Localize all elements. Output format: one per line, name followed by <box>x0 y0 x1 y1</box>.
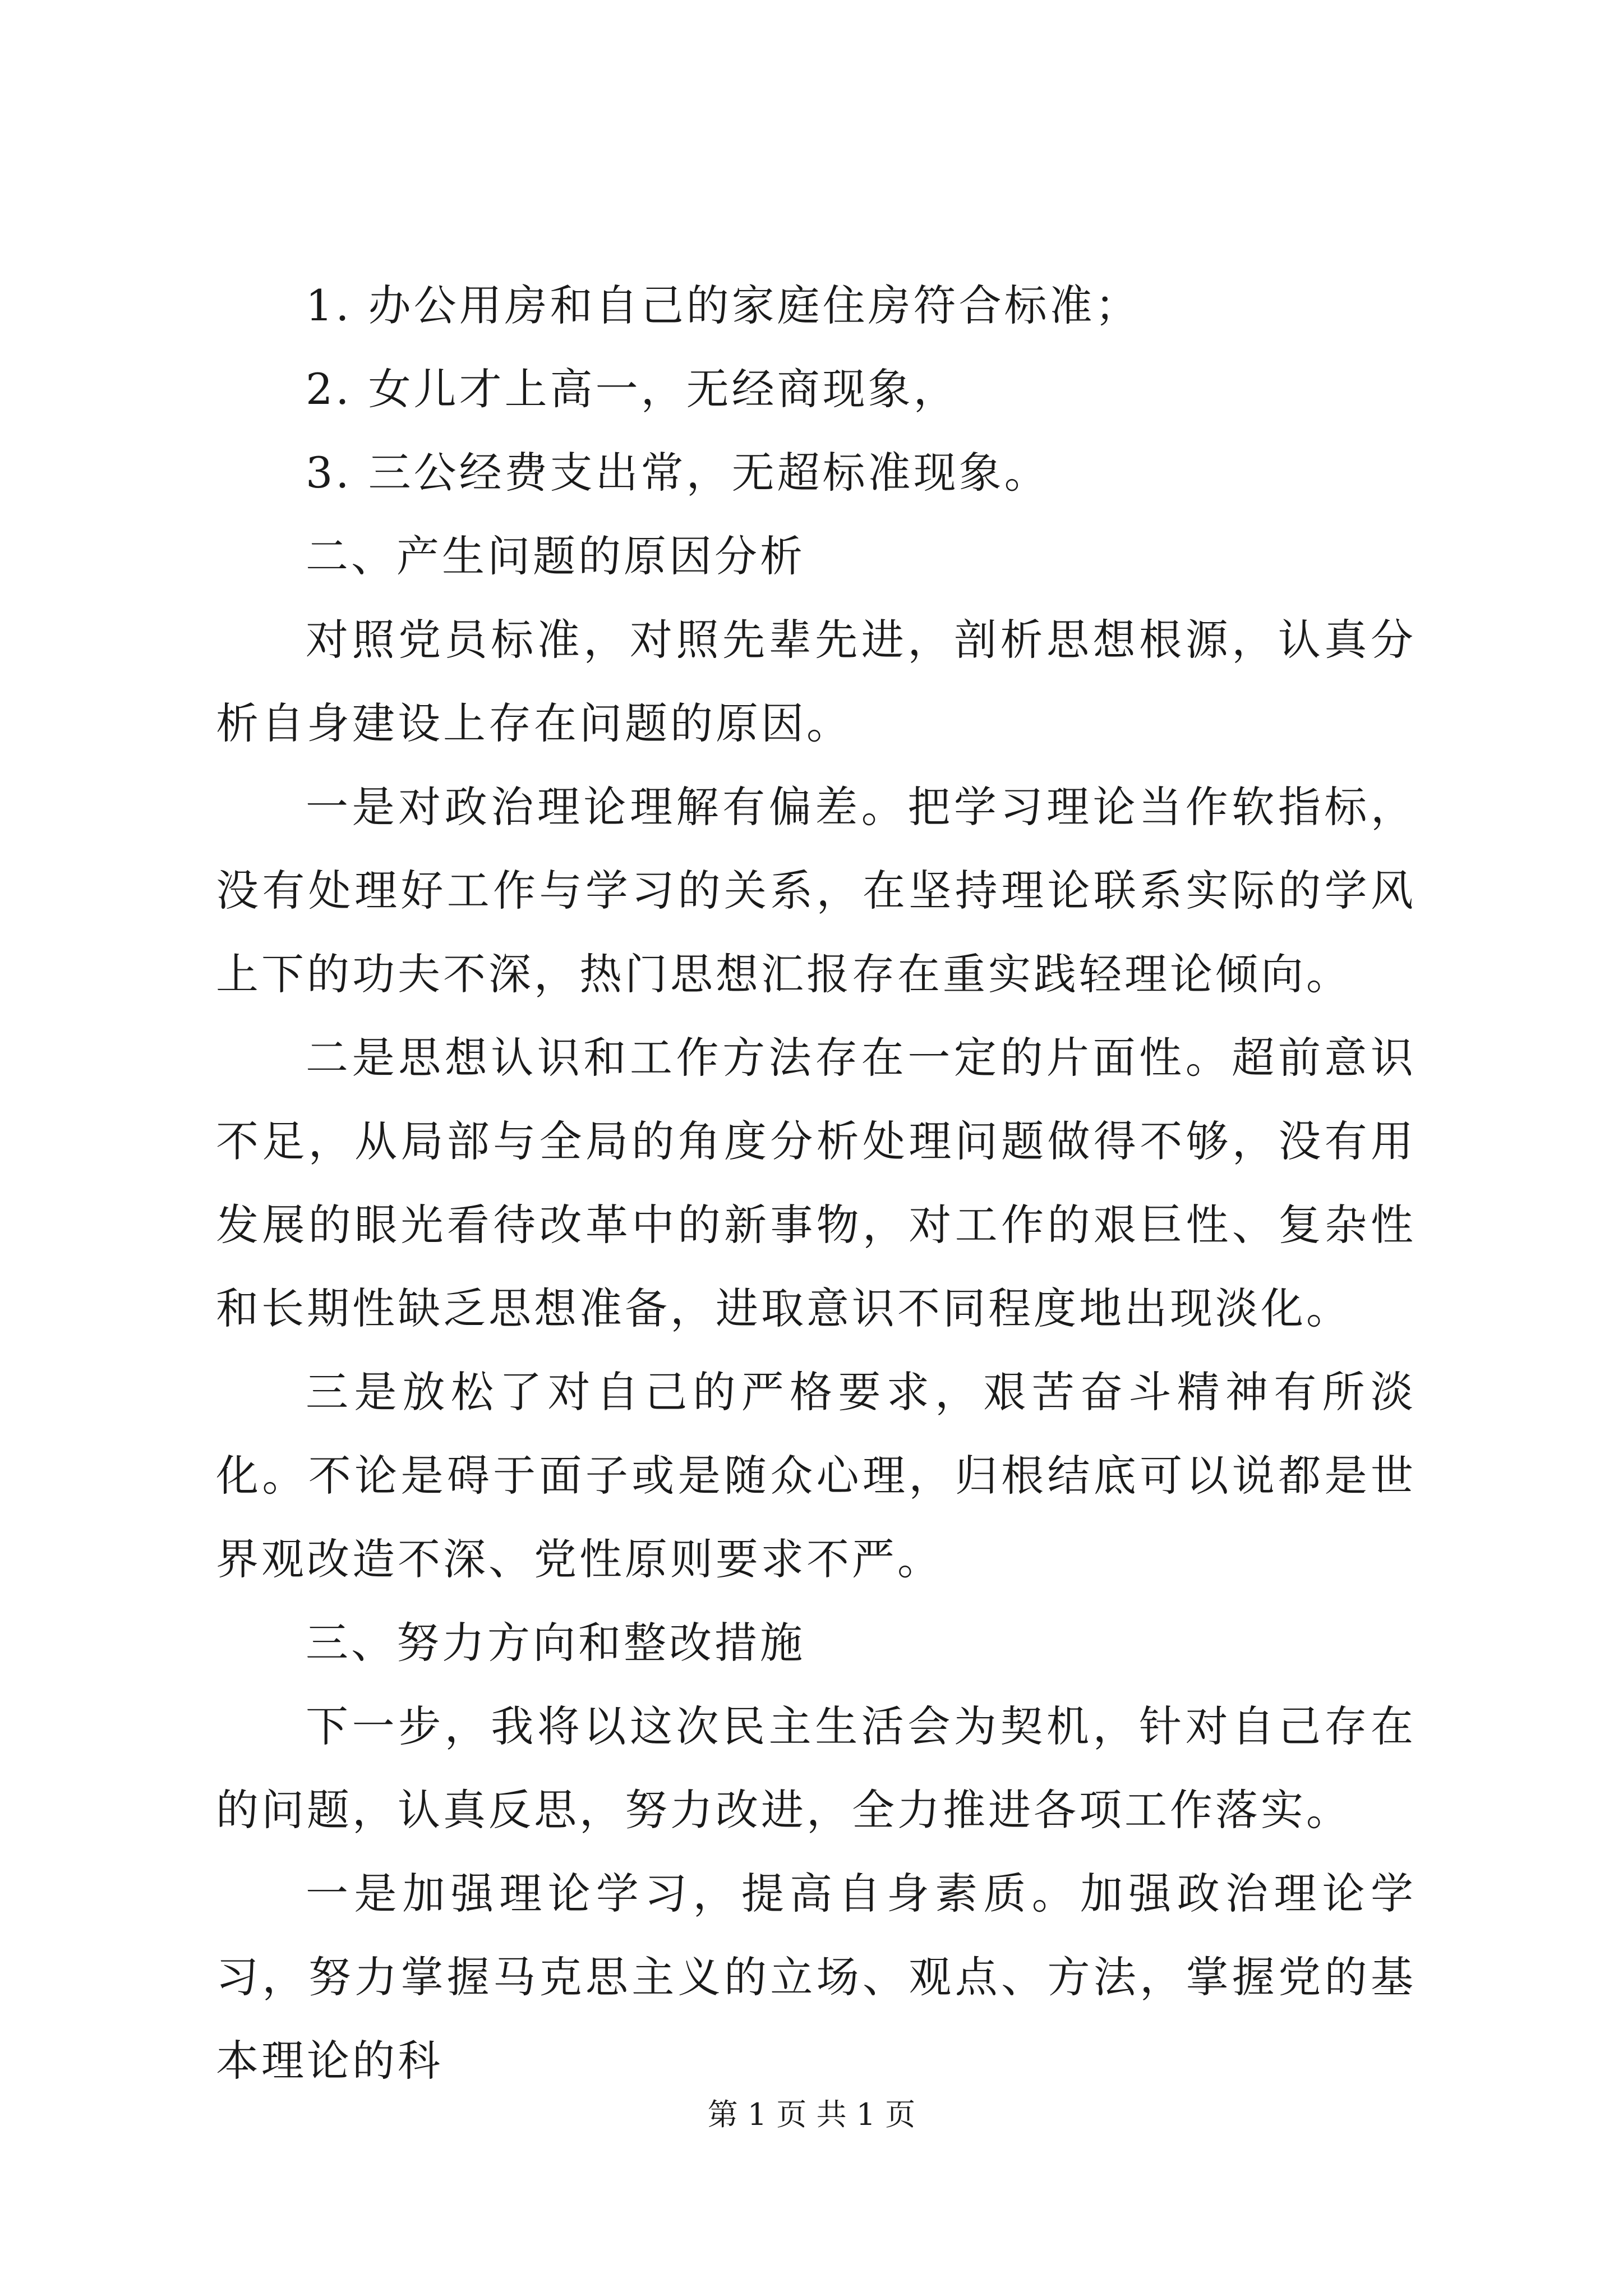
paragraph-self-discipline: 三是放松了对自己的严格要求，艰苦奋斗精神有所淡化。不论是碍于面子或是随众心理，归根结底可以说都是世界观改造不深、党性原则要求不严。 <box>216 1367 1416 1584</box>
section-heading-improvement-measures: 三、努力方向和整改措施 <box>306 1618 805 1668</box>
paragraph-intro-analysis: 对照党员标准，对照先辈先进，剖析思想根源，认真分析自身建设上存在问题的原因。 <box>216 615 1416 748</box>
list-item-office-housing: 1. 办公用房和自己的家庭住房符合标准； <box>306 280 1141 330</box>
list-item-daughter: 2. 女儿才上高一，无经商现象， <box>306 364 959 414</box>
paragraph-next-step: 下一步，我将以这次民主生活会为契机，针对自己存在的问题，认真反思，努力改进，全力推进各项工作落实。 <box>216 1701 1416 1835</box>
paragraph-theory-bias: 一是对政治理论理解有偏差。把学习理论当作软指标，没有处理好工作与学习的关系，在坚持理论联系实际的学风上下的功夫不深，热门思想汇报存在重实践轻理论倾向。 <box>216 782 1416 999</box>
paragraph-one-sidedness: 二是思想认识和工作方法存在一定的片面性。超前意识不足，从局部与全局的角度分析处理问题做得不够，没有用发展的眼光看待改革中的新事物，对工作的艰巨性、复杂性和长期性缺乏思想准备，进取意识不同程度地出现淡化。 <box>216 1033 1416 1333</box>
list-item-expenses: 3. 三公经费支出常，无超标准现象。 <box>306 448 1050 498</box>
page-number-footer: 第 1 页 共 1 页 <box>707 2097 916 2132</box>
document-body <box>216 264 1416 2102</box>
section-heading-cause-analysis: 二、产生问题的原因分析 <box>306 531 805 581</box>
paragraph-strengthen-theory: 一是加强理论学习，提高自身素质。加强政治理论学习，努力掌握马克思主义的立场、观点、方法，掌握党的基本理论的科 <box>216 1869 1416 2086</box>
